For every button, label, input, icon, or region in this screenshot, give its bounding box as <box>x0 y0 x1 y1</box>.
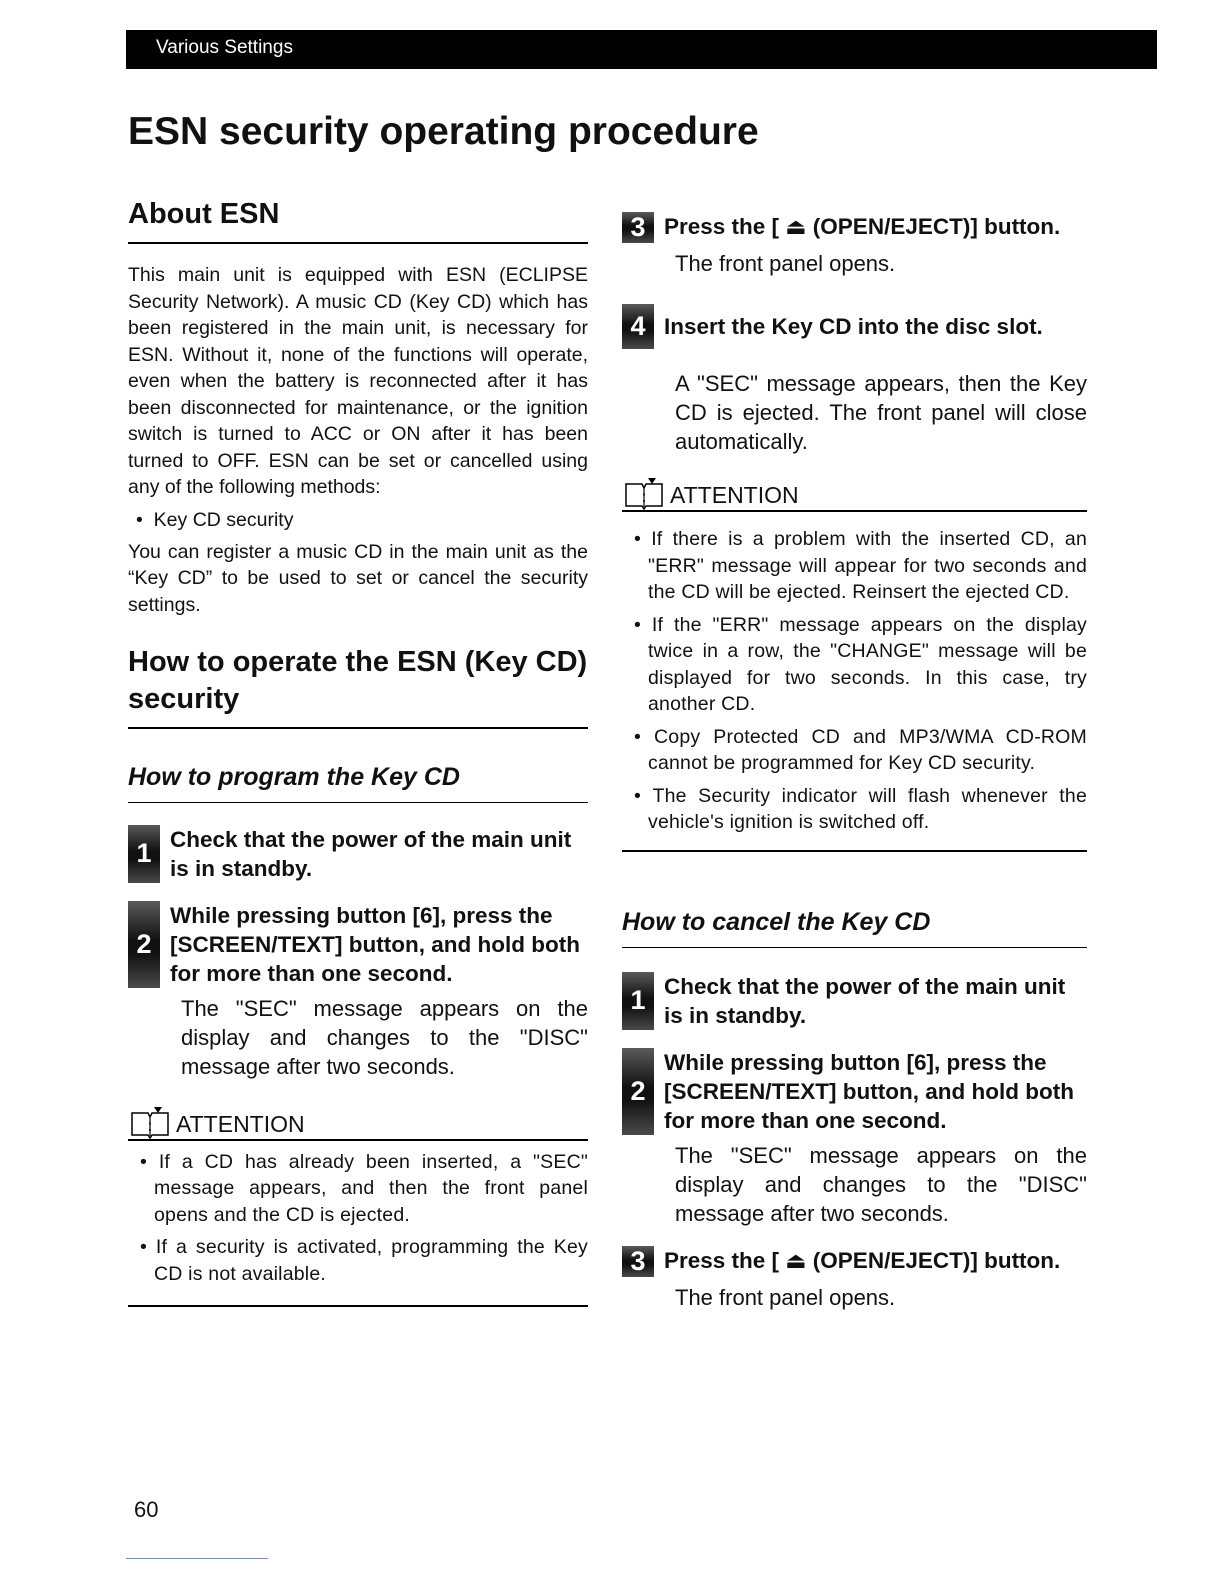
step-title: Press the [ ⏏ (OPEN/EJECT)] button. <box>664 214 1061 239</box>
step-number-badge: 4 <box>622 304 654 349</box>
cancel-heading: How to cancel the Key CD <box>622 908 1087 948</box>
step-number-badge: 2 <box>622 1048 654 1135</box>
about-esn-bullet-text: Key CD security <box>153 508 294 531</box>
attention-list-2 <box>622 526 1087 836</box>
step-description: The "SEC" message appears on the display and changes to the "DISC" message after two seconds. <box>181 995 588 1079</box>
right-column <box>622 208 1087 1312</box>
step-title: While pressing button [6], press the [SCREEN/TEXT] button, and hold both for more than one second. <box>170 902 580 986</box>
step-description: The front panel opens. <box>675 251 896 276</box>
step-description: The front panel opens. <box>675 1284 896 1310</box>
cancel-step-3 <box>622 1246 1087 1277</box>
section-divider <box>128 1305 588 1307</box>
program-step-4 <box>622 304 1087 349</box>
attention-item-text: If a security is activated, programming the Key CD is not available. <box>154 1236 588 1285</box>
attention-item-text: If the "ERR" message appears on the display twice in a row, the "CHANGE" message will be displayed for two seconds. In this case, try another CD. <box>648 613 1087 715</box>
step-title: Check that the power of the main unit is in standby. <box>664 973 1066 1028</box>
program-step-1 <box>128 825 588 883</box>
attention-label: ATTENTION <box>176 1110 305 1137</box>
attention-header-1 <box>128 1105 588 1141</box>
step-number-badge: 3 <box>622 1246 654 1277</box>
left-column <box>128 196 588 1307</box>
attention-item: • If a security is activated, programming the Key CD is not available. <box>140 1236 588 1285</box>
step-title: Press the [ ⏏ (OPEN/EJECT)] button. <box>664 1247 1061 1273</box>
page-title: ESN security operating procedure <box>128 110 759 153</box>
about-esn-paragraph-2: You can register a music CD in the main unit as the “Key CD” to be used to set or cancel the security settings. <box>128 540 588 616</box>
svg-text::: : <box>147 1115 153 1135</box>
cancel-step-2 <box>622 1048 1087 1135</box>
attention-label: ATTENTION <box>670 482 799 508</box>
attention-item-text: If there is a problem with the inserted CD, an "ERR" message will appear for two seconds and the CD will be ejected. Reinsert the ejected CD. <box>648 528 1087 603</box>
step-number-badge: 2 <box>128 901 160 988</box>
step-number-badge: 3 <box>622 212 654 243</box>
step-description: A "SEC" message appears, then the Key CD is ejected. The front panel will close automatically. <box>675 371 1087 454</box>
attention-item: • If the "ERR" message appears on the display twice in a row, the "CHANGE" message will be displayed for two seconds. In this case, try another CD. <box>634 613 1087 715</box>
svg-text::: : <box>641 487 647 506</box>
about-esn-heading: About ESN <box>128 196 588 244</box>
attention-item-text: If a CD has already been inserted, a "SEC" message appears, and then the front panel opens and the CD is ejected. <box>154 1150 588 1226</box>
program-step-3 <box>622 212 1087 243</box>
step-description: The "SEC" message appears on the display and changes to the "DISC" message after two seconds. <box>675 1142 1087 1226</box>
attention-item: • Copy Protected CD and MP3/WMA CD-ROM cannot be programmed for Key CD security. <box>634 725 1087 774</box>
section-header-bar <box>126 30 1157 69</box>
step-number-badge: 1 <box>622 972 654 1030</box>
step-title: Check that the power of the main unit is in standby. <box>170 826 572 881</box>
attention-item: • If a CD has already been inserted, a "SEC" message appears, and then the front panel opens and the CD is ejected. <box>140 1150 588 1226</box>
footer-line <box>126 1558 268 1559</box>
page-number: 60 <box>134 1497 159 1522</box>
attention-header-2 <box>622 476 1087 512</box>
step-number-badge: 1 <box>128 825 160 883</box>
attention-item: • If there is a problem with the inserted CD, an "ERR" message will appear for two seconds and the CD will be ejected. Reinsert the ejected CD. <box>634 528 1087 603</box>
cancel-step-1 <box>622 972 1087 1030</box>
step-title: While pressing button [6], press the [SCREEN/TEXT] button, and hold both for more than one second. <box>664 1049 1074 1133</box>
attention-item-text: Copy Protected CD and MP3/WMA CD-ROM cannot be programmed for Key CD security. <box>648 725 1087 774</box>
step-title: Insert the Key CD into the disc slot. <box>664 314 1043 339</box>
program-heading: How to program the Key CD <box>128 763 588 803</box>
section-header-label: Various Settings <box>156 37 293 58</box>
attention-item: • The Security indicator will flash whenever the vehicle's ignition is switched off. <box>634 784 1087 833</box>
program-step-2 <box>128 901 588 988</box>
book-attention-icon <box>622 476 666 510</box>
attention-item-text: The Security indicator will flash whenever the vehicle's ignition is switched off. <box>648 784 1087 833</box>
book-attention-icon <box>128 1105 172 1139</box>
attention-list-1 <box>128 1149 588 1288</box>
howto-heading: How to operate the ESN (Key CD) security <box>128 644 588 729</box>
about-esn-paragraph: This main unit is equipped with ESN (ECLIPSE Security Network). A music CD (Key CD) which has been registered in the main unit, is necessary for ESN. Without it, none of the functions will operate, even when the battery is reconnected after it has been disconnected for maintenance, or the ignition switch is turned to ACC or ON after it has been turned to OFF. ESN can be set or cancelled using any of the following methods: <box>128 264 588 499</box>
about-esn-bullet: • Key CD security <box>136 508 294 531</box>
section-divider <box>622 850 1087 852</box>
